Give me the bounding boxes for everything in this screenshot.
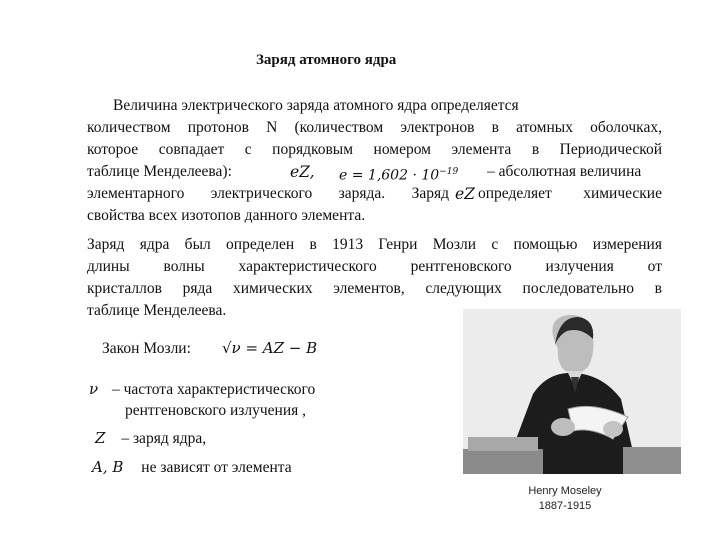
definition-z-text: – заряд ядра, bbox=[121, 430, 207, 447]
definition-nu-text: – частота характеристического bbox=[112, 381, 316, 398]
moseley-law-label: Закон Мозли: bbox=[102, 340, 191, 357]
paragraph1-line3: которое совпадает с порядковым номером элемента в Периодической bbox=[87, 141, 662, 158]
paragraph1-line2: количеством протонов N (количеством электронов в атомных оболочках, bbox=[87, 119, 662, 136]
photo-caption bbox=[500, 484, 630, 514]
caption-name: Henry Moseley bbox=[528, 485, 602, 497]
definition-z-symbol: Z bbox=[95, 429, 106, 447]
paragraph1-line4-tail: – абсолютная величина bbox=[487, 163, 642, 180]
definition-nu-symbol: ν bbox=[89, 380, 99, 398]
definition-ab-text: не зависят от элемента bbox=[141, 459, 292, 476]
paragraph2-line4: таблице Менделеева. bbox=[87, 302, 227, 319]
paragraph1-line6: свойства всех изотопов данного элемента. bbox=[87, 207, 366, 224]
henry-moseley-photo bbox=[463, 309, 681, 474]
paragraph2-line1: Заряд ядра был определен в 1913 Генри Мозли с помощью измерения bbox=[87, 236, 662, 253]
definition-nu bbox=[89, 378, 315, 401]
paragraph2-line3: кристаллов ряда химических элементов, следующих последовательно в bbox=[87, 280, 662, 297]
definition-z bbox=[95, 427, 206, 450]
paragraph1-line5 bbox=[87, 183, 662, 205]
caption-years: 1887-1915 bbox=[538, 500, 592, 512]
paragraph1-line5-text: элементарного электрического заряда. Заряд bbox=[87, 185, 449, 202]
formula-ez-inline: eZ bbox=[455, 185, 475, 203]
portrait-illustration bbox=[463, 309, 681, 474]
definition-ab-symbol: A, B bbox=[92, 458, 124, 476]
paragraph1-line4-text: таблице Менделеева): bbox=[87, 163, 232, 180]
paragraph1-line4 bbox=[87, 161, 662, 183]
paragraph2-line2: длины волны характеристического рентгеновского излучения от bbox=[87, 258, 662, 275]
formula-ez: eZ, bbox=[290, 163, 315, 181]
paragraph1-line5-tail: определяет химические bbox=[478, 185, 662, 202]
definition-nu-text-line2: рентгеновского излучения , bbox=[125, 402, 307, 419]
definition-ab bbox=[92, 456, 292, 479]
slide-title: Заряд атомного ядра bbox=[256, 52, 397, 68]
paragraph1-line1: Величина электрического заряда атомного ядра определяется bbox=[113, 97, 519, 114]
formula-elementary-charge: $e = 1,602 \cdot 10^{-19}$ bbox=[339, 167, 459, 184]
moseley-law-formula: √ν = AZ − B bbox=[222, 339, 318, 357]
